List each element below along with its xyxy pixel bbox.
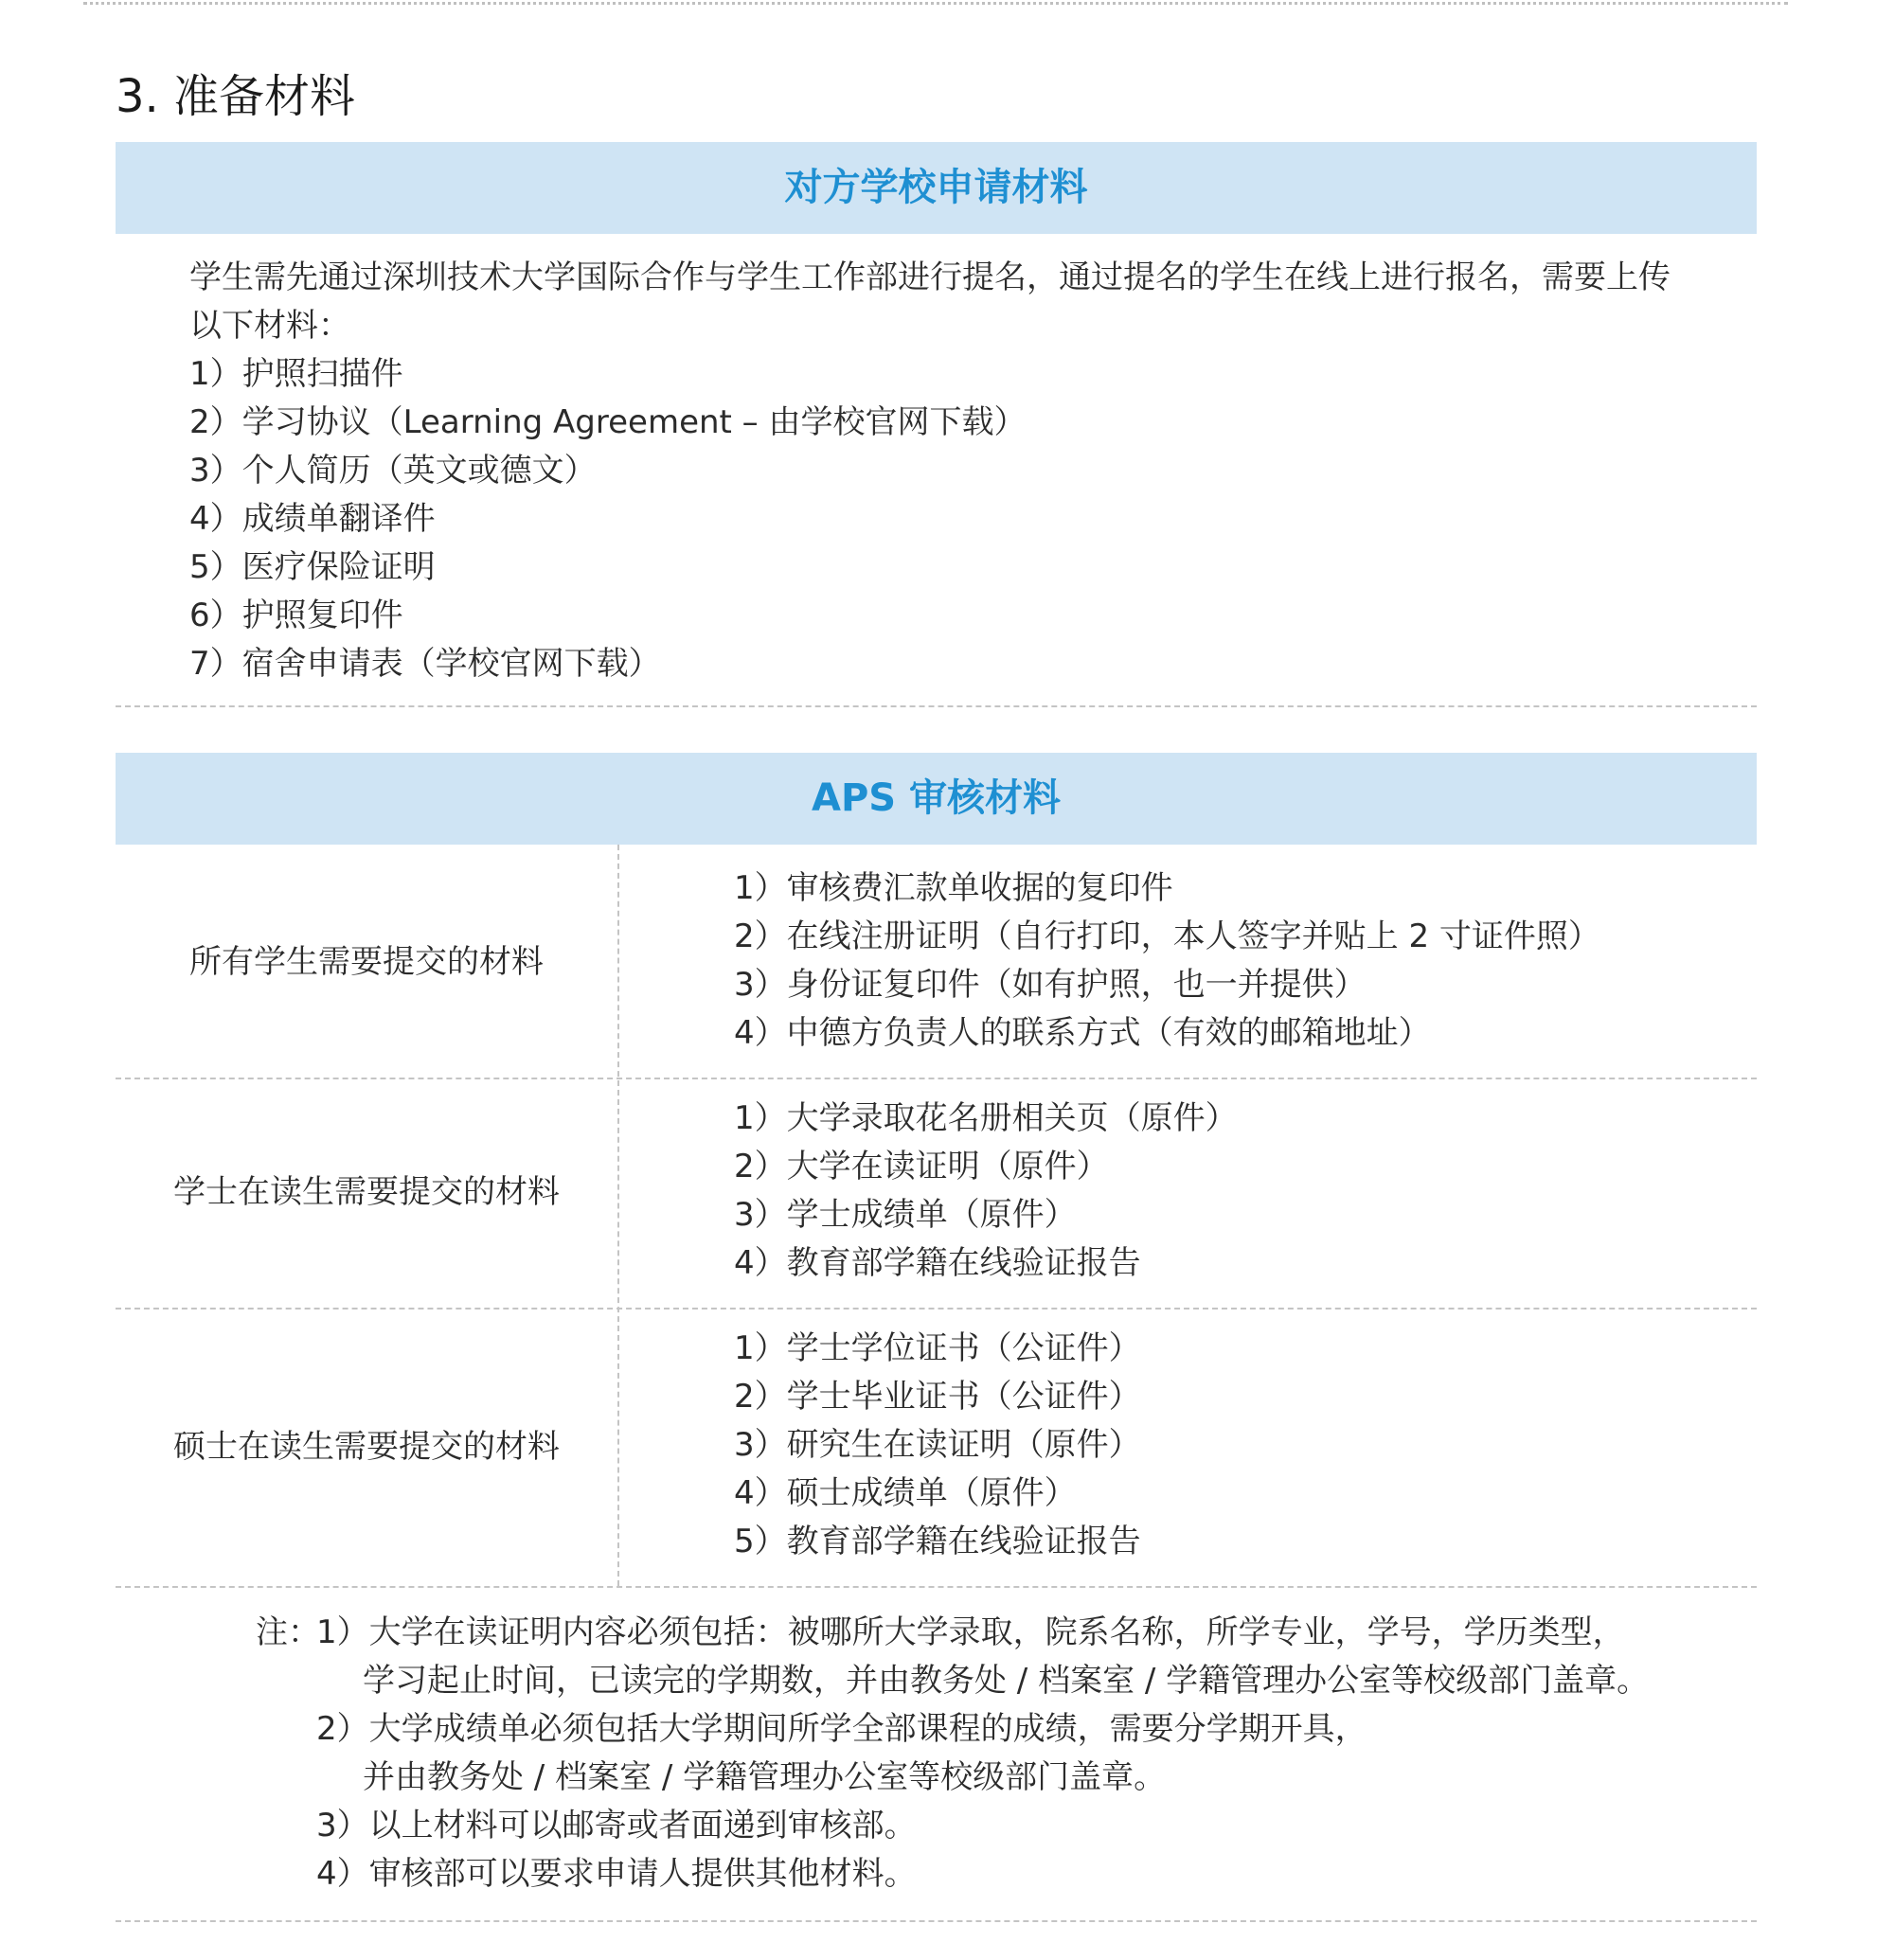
notes-block [256, 1609, 1649, 1898]
note-line: 4）审核部可以要求申请人提供其他材料。 [316, 1855, 917, 1893]
list-item: 2）学习协议（Learning Agreement – 由学校官网下载） [189, 403, 1027, 441]
list-item: 1）大学录取花名册相关页（原件） [734, 1099, 1238, 1137]
list-item: 6）护照复印件 [189, 597, 403, 634]
section-divider [116, 705, 1757, 707]
table-row-label: 硕士在读生需要提交的材料 [173, 1428, 560, 1466]
partner-school-intro [189, 254, 1705, 350]
intro-line: 以下材料： [189, 307, 350, 345]
section-title: 3. 准备材料 [116, 70, 356, 123]
list-item: 4）中德方负责人的联系方式（有效的邮箱地址） [734, 1014, 1431, 1052]
note-prefix: 注： [256, 1613, 320, 1651]
table-row-divider [116, 1308, 1757, 1310]
note-line: 并由教务处 / 档案室 / 学籍管理办公室等校级部门盖章。 [363, 1758, 1167, 1796]
list-item: 2）在线注册证明（自行打印，本人签字并贴上 2 寸证件照） [734, 918, 1600, 955]
table-row-items [734, 864, 1600, 1058]
list-item: 7）宿舍申请表（学校官网下载） [189, 645, 661, 683]
bottom-divider [116, 1920, 1757, 1922]
list-item: 3）个人简历（英文或德文） [189, 452, 597, 490]
list-item: 5）医疗保险证明 [189, 548, 436, 586]
list-item: 1）护照扫描件 [189, 355, 403, 393]
list-item: 4）教育部学籍在线验证报告 [734, 1244, 1141, 1282]
intro-line: 学生需先通过深圳技术大学国际合作与学生工作部进行提名，通过提名的学生在线上进行报名，需要上传 [189, 258, 1671, 296]
table-row-divider [116, 1078, 1757, 1079]
list-item: 4）硕士成绩单（原件） [734, 1474, 1077, 1512]
list-item: 1）学士学位证书（公证件） [734, 1329, 1141, 1367]
note-text: 1）大学在读证明内容必须包括：被哪所大学录取，院系名称，所学专业，学号，学历类型， [316, 1613, 1625, 1651]
list-item: 3）学士成绩单（原件） [734, 1196, 1077, 1234]
aps-band-title: APS 审核材料 [116, 753, 1757, 845]
table-column-divider [617, 845, 619, 1586]
list-item: 2）学士毕业证书（公证件） [734, 1378, 1141, 1416]
table-bottom-divider [116, 1586, 1757, 1588]
note-line: 2）大学成绩单必须包括大学期间所学全部课程的成绩，需要分学期开具， [316, 1710, 1367, 1748]
list-item: 3）身份证复印件（如有护照，也一并提供） [734, 966, 1367, 1004]
table-row-items [734, 1095, 1238, 1288]
list-item: 4）成绩单翻译件 [189, 500, 436, 538]
partner-school-band-title: 对方学校申请材料 [116, 142, 1757, 234]
list-item: 2）大学在读证明（原件） [734, 1148, 1109, 1185]
top-divider [83, 2, 1788, 5]
list-item: 3）研究生在读证明（原件） [734, 1426, 1141, 1464]
partner-school-materials-list [189, 350, 1026, 688]
list-item: 1）审核费汇款单收据的复印件 [734, 869, 1173, 907]
table-row-items [734, 1325, 1141, 1566]
list-item: 5）教育部学籍在线验证报告 [734, 1523, 1141, 1560]
note-line [256, 1609, 1649, 1657]
table-row-label: 所有学生需要提交的材料 [189, 943, 544, 981]
note-line: 3）以上材料可以邮寄或者面递到审核部。 [316, 1807, 917, 1844]
note-line: 学习起止时间，已读完的学期数，并由教务处 / 档案室 / 学籍管理办公室等校级部门盖章。 [363, 1662, 1650, 1700]
table-row-label: 学士在读生需要提交的材料 [173, 1173, 560, 1211]
